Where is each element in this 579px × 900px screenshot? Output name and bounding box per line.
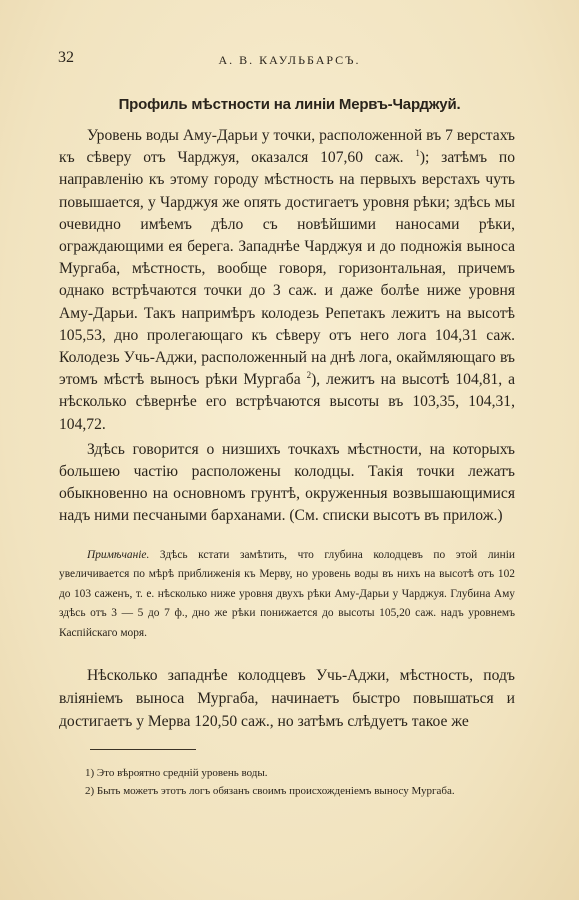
section-title: Профиль мѣстности на линіи Мервъ-Чарджуй.: [118, 96, 461, 113]
body-text: [59, 125, 515, 528]
footnote: 1) Это вѣроятно средній уровень воды.: [85, 767, 268, 779]
footnotes: [59, 764, 515, 800]
paragraph-text: ), лежитъ на высотѣ 104,81, а нѣсколько сѣвернѣе его встрѣчаются высоты въ 103,35, 104,31, 104,72.: [59, 371, 515, 433]
running-head: А. В. КАУЛЬБАРСЪ.: [218, 53, 361, 67]
footnote-ref: 2: [306, 370, 312, 381]
paragraph-text: ); затѣмъ по направленію къ этому городу мѣстность на первыхъ верстахъ чуть повышается, у Чарджуя же опять достигаетъ уровня рѣки; здѣсь мы очевидно имѣемъ дѣло съ новѣйшими наносами рѣки, ограждающими ея берега. Западнѣе Чарджуя и до подножія выноса Мургаба, мѣстность, вообще говоря, горизонтальная, причемъ однако встрѣчаются точки до 3 саж. и даже болѣе ниже уровня Аму-Дарьи. Такъ напримѣръ колодезь Репетакъ лежитъ на высотѣ 105,53, дно пролегающаго къ сѣверу отъ него лога 104,31 саж. Колодезь Учь-Аджи, расположенный на днѣ лога, окаймляющаго въ этомъ мѣстѣ выносъ рѣки Мургаба: [59, 149, 516, 389]
footnote-divider: [90, 749, 196, 750]
note-block: [59, 546, 515, 643]
note-paragraph: [59, 546, 515, 643]
note-text: Здѣсь кстати замѣтить, что глубина колодцевъ по этой линіи увеличивается по мѣрѣ приближенія къ Мерву, но уровень воды въ нихъ на высотѣ отъ 102 до 103 саженъ, т. е. нѣсколько ниже уровня двухъ рѣки Аму-Дарьи у Чарджуя. Глубина Аму здѣсь отъ 3 — 5 до 7 ф., дно же рѣки понижается до высоты 105,20 саж. надъ уровнемъ Каспійскаго моря.: [59, 549, 515, 639]
paragraph-text: Уровень воды Аму-Дарьи у точки, расположенной въ 7 верстахъ къ сѣверу отъ Чарджуя, оказался 107,60 саж.: [59, 127, 515, 167]
paragraph: [59, 125, 515, 436]
paragraph: Здѣсь говорится о низшихъ точкахъ мѣстности, на которыхъ большею частію расположены колодцы. Такія точки лежатъ обыкновенно на основномъ грунтѣ, окруженныя возвышающимися надъ ними песчаными барханами. (См. списки высотъ въ прилож.): [59, 440, 515, 525]
paragraph: Нѣсколько западнѣе колодцевъ Учь-Аджи, мѣстность, подъ вліяніемъ выноса Мургаба, начинаетъ быстро повышаться и достигаетъ у Мерва 120,50 саж., но затѣмъ слѣдуетъ такое же: [59, 667, 515, 730]
footnote: 2) Быть можетъ этотъ логъ обязанъ своимъ происхожденіемъ выносу Мургаба.: [85, 785, 455, 797]
body-text-continued: [59, 664, 515, 733]
footnote-ref: 1: [415, 148, 420, 159]
page-number: 32: [58, 49, 74, 66]
note-label: Примѣчаніе.: [87, 549, 150, 561]
